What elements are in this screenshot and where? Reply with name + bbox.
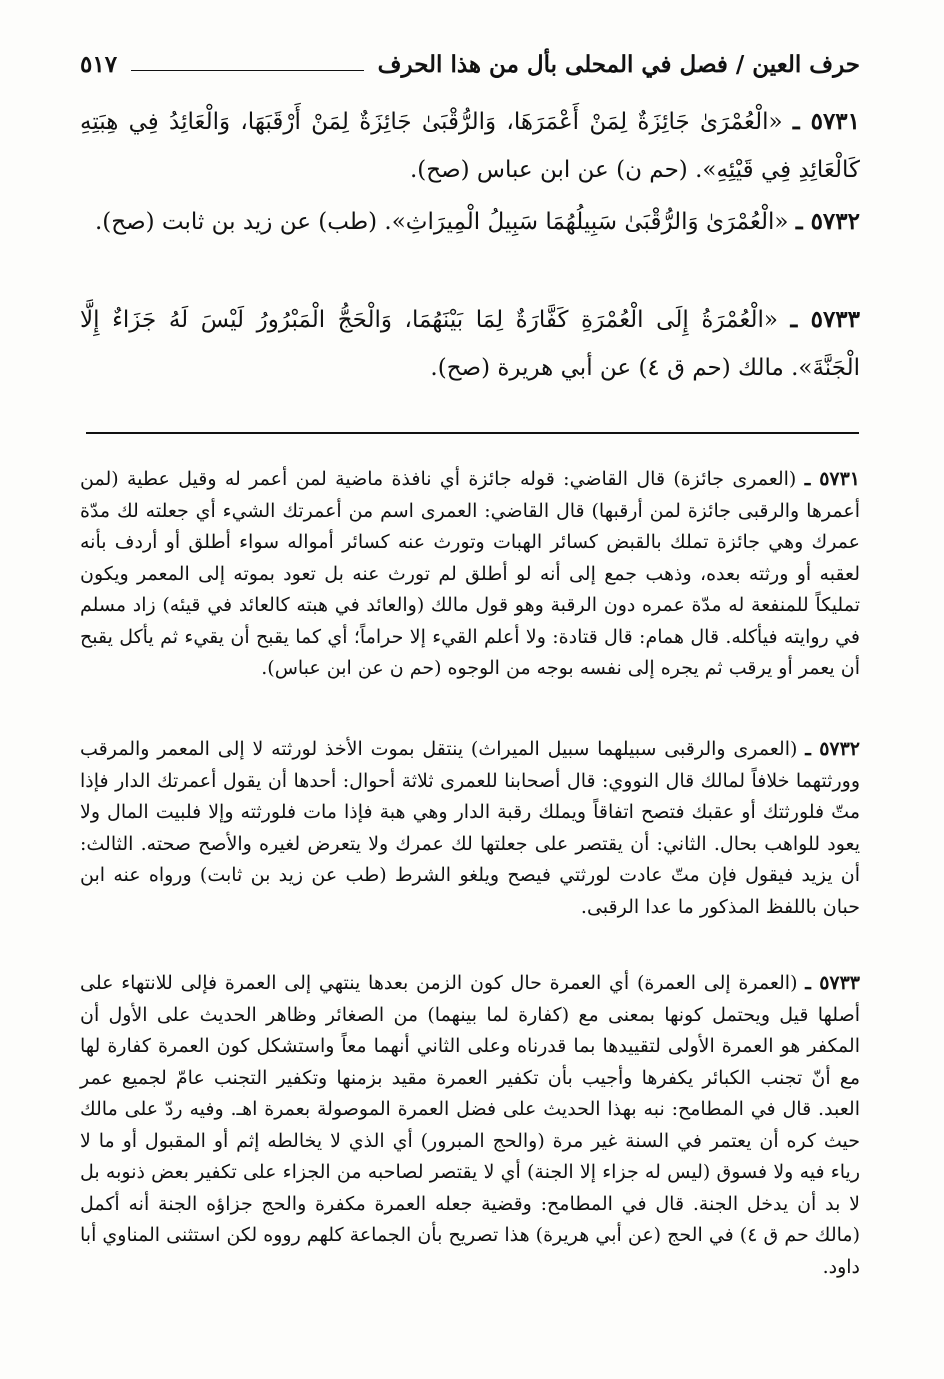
hadith-entry [80, 98, 860, 194]
commentary-number: ٥٧٣٢ ـ [805, 738, 861, 760]
commentary-entry [80, 734, 860, 923]
hadith-entry [80, 296, 860, 392]
commentary-text: (العمرى جائزة) قال القاضي: قوله جائزة أي نافذة ماضية لمن أعمر له وقيل عطية (لمن أعمرها والرقبى جائزة لمن أرقبها) قال القاضي: العمرى اسم من أعمرتك الشيء أي جعلته لك مدّة عمرك وهي جائزة تملك بالقبض كسائر الهبات وتورث عنه كسائر أمواله سواء أطلق أو أردف بأنه لعقبه أو ورثته بعده، وذهب جمع إلى أنه لو أطلق لم تورث عنه بل تعود بموته إلى المعمر ويكون تمليكاً للمنفعة له مدّة عمره دون الرقبة وهو قول مالك (والعائد في هبته كالعائد في قيئه) زاد مسلم في روايته فيأكله. قال همام: قال قتادة: ولا أعلم القيء إلا حراماً؛ أي كما يقبح أن يقيء ثم يأكل يقبح أن يعمر أو يرقب ثم يجره إلى نفسه بوجه من الوجوه (حم ن عن ابن عباس). [80, 468, 860, 679]
hadith-text: «الْعُمْرَىٰ وَالرُّقْبَىٰ سَبِيلُهُمَا سَبِيلُ الْمِيرَاثِ». (طب) عن زيد بن ثابت (صح). [94, 209, 789, 235]
running-title: حرف العين / فصل في المحلى بأل من هذا الحرف [377, 50, 860, 78]
hadith-text: «الْعُمْرَةُ إِلَى الْعُمْرَةِ كَفَّارَةٌ لِمَا بَيْنَهُمَا، وَالْحَجُّ الْمَبْرُورُ لَيْسَ لَهُ جَزَاءٌ إِلَّا الْجَنَّةَ». مالك (حم ق ٤) عن أبي هريرة (صح). [80, 307, 860, 381]
header-rule [131, 70, 364, 71]
commentary-number: ٥٧٣٣ ـ [805, 972, 861, 994]
page-header [80, 44, 860, 84]
hadith-text: «الْعُمْرَىٰ جَائِزَةٌ لِمَنْ أَعْمَرَهَا، وَالرُّقْبَىٰ جَائِزَةٌ لِمَنْ أَرْقَبَهَا، وَالْعَائِدُ فِي هِبَتِهِ كَالْعَائِدِ فِي قَيْئِهِ». (حم ن) عن ابن عباس (صح). [80, 109, 860, 183]
commentary-entry [80, 968, 860, 1283]
hadith-entry [80, 198, 860, 246]
hadith-number: ٥٧٣٣ ـ [790, 306, 861, 333]
commentary-entry [80, 464, 860, 685]
commentary-text: (العمرى والرقبى سبيلهما سبيل الميراث) ينتقل بموت الأخذ لورثته لا إلى المعمر والمرقب وورثتهما خلافاً لمالك قال النووي: قال أصحابنا للعمرى ثلاثة أحوال: أحدها أن يقول أعمرتك الدار فإذا متّ فلورثتك أو عقبك فتصح اتفاقاً ويملك رقبة الدار وهي هبة فإذا مات فلورثته وإلا فلبيت المال ولا يعود للواهب بحال. الثاني: أن يقتصر على جعلتها لك عمرك ولا يتعرض لغيره والأصح صحته. الثالث: أن يزيد فيقول فإن متّ عادت لورثتي فيصح ويلغو الشرط (طب عن زيد بن ثابت) ورواه عنه ابن حبان باللفظ المذكور ما عدا الرقبى. [80, 738, 860, 918]
hadith-number: ٥٧٣٢ ـ [795, 208, 860, 235]
commentary-number: ٥٧٣١ ـ [804, 468, 861, 490]
page-number: ٥١٧ [80, 50, 118, 78]
commentary-text: (العمرة إلى العمرة) أي العمرة حال كون الزمن بعدها ينتهي إلى العمرة فإلى للانتهاء على أصلها قيل ويحتمل كونها بمعنى مع (كفارة لما بينهما) من الصغائر وظاهر الحديث على الأول أن المكفر هو العمرة الأولى لتقييدها بما قدرناه وعلى الثاني أنهما معاً واستشكل كون العمرة كفارة لها مع أنّ تجنب الكبائر يكفرها وأجيب بأن تكفير العمرة مقيد بزمنها وتكفير التجنب عامّ لجميع عمر العبد. قال في المطامح: نبه بهذا الحديث على فضل العمرة الموصولة بعمرة اهـ. وفيه ردّ على مالك حيث كره أن يعتمر في السنة غير مرة (والحج المبرور) أي الذي لا يخالطه إثم أو المقبول أو ما لا رياء فيه ولا فسوق (ليس له جزاء إلا الجنة) أي لا يقتصر لصاحبه من الجزاء على تكفير بعض ذنوبه بل لا بد أن يدخل الجنة. قال في المطامح: وقضية جعله العمرة مكفرة والحج جزاؤه الجنة أنه أكمل (مالك حم ق ٤) في الحج (عن أبي هريرة) هذا تصريح بأن الجماعة كلهم رووه لكن استثنى المناوي أبا داود. [80, 972, 860, 1278]
footnote-separator [86, 432, 859, 434]
hadith-number: ٥٧٣١ ـ [792, 108, 861, 135]
